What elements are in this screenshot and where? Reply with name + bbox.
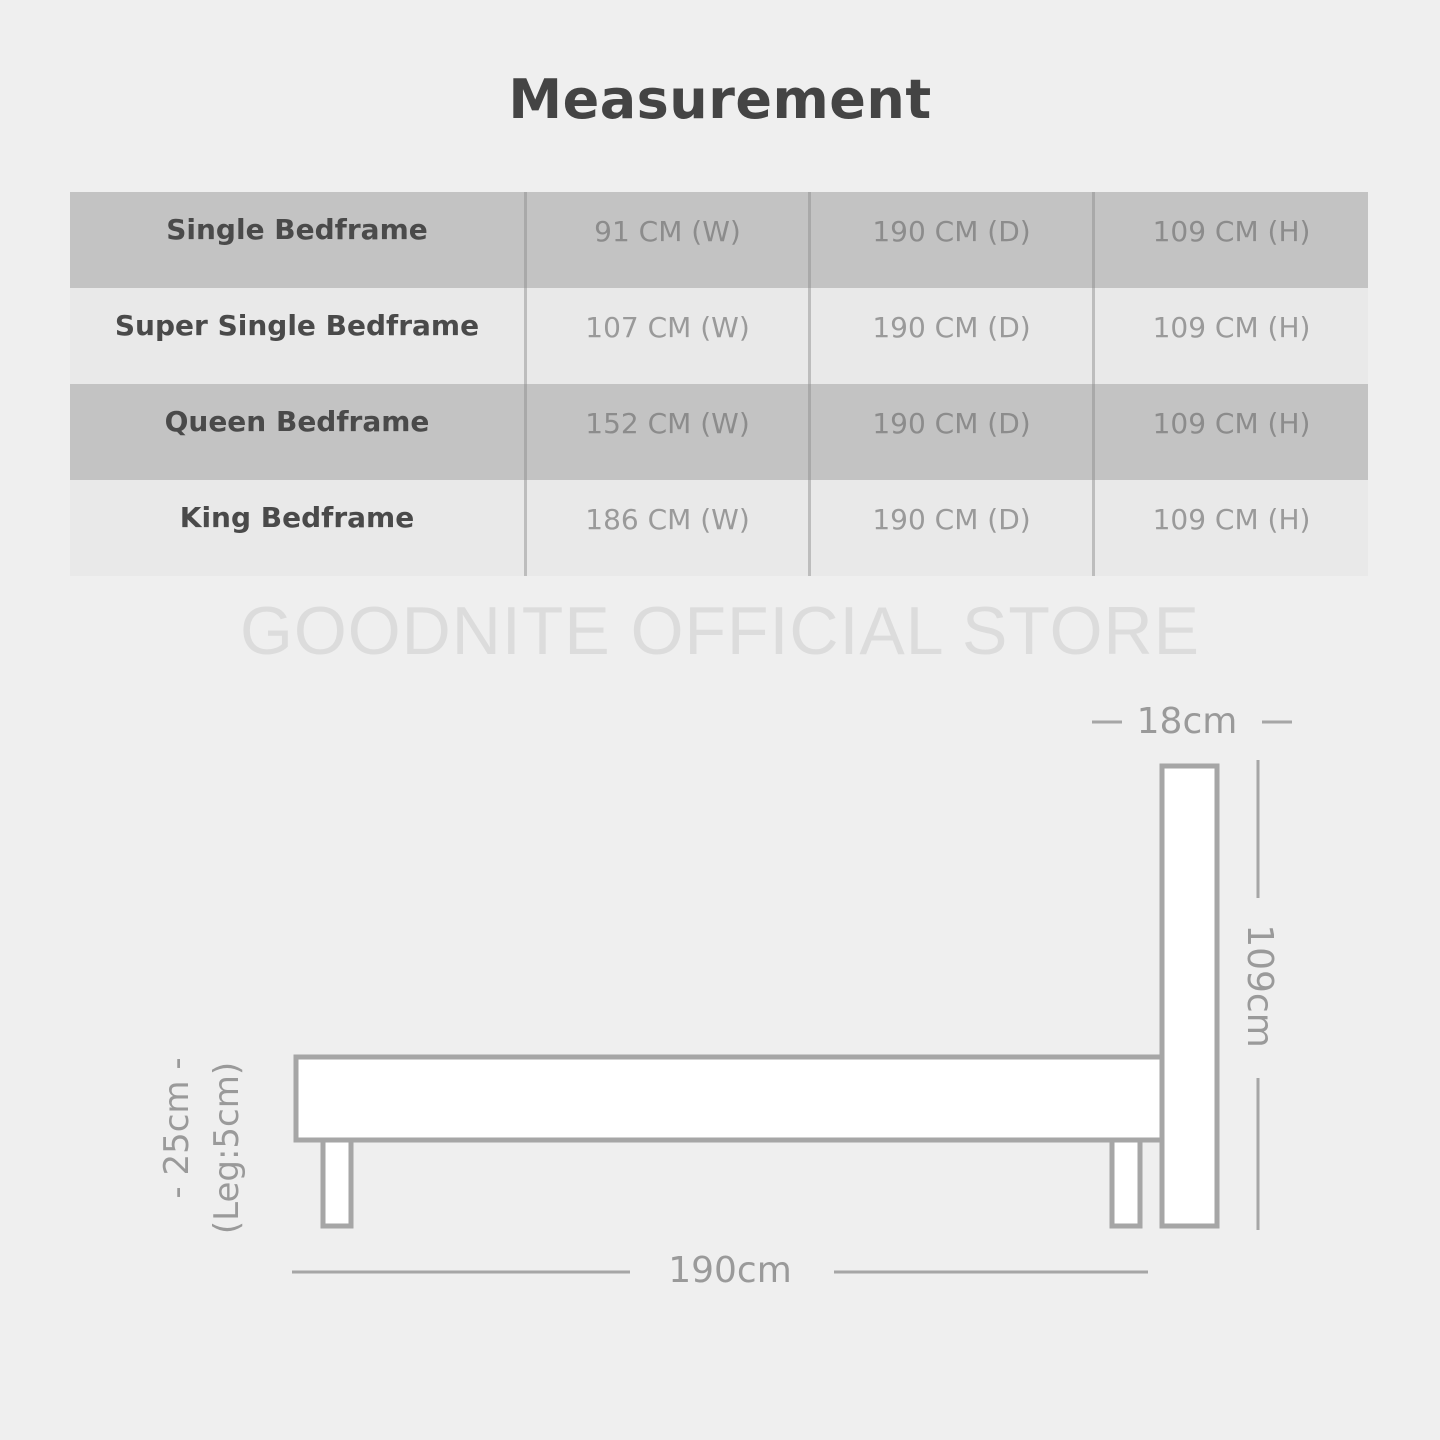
headboard xyxy=(1162,766,1217,1226)
row-width: 91 CM (W) xyxy=(524,192,808,288)
row-width: 152 CM (W) xyxy=(524,384,808,480)
row-depth: 190 CM (D) xyxy=(808,480,1092,576)
row-name: Single Bedframe xyxy=(166,212,428,246)
headboard-height-label: 109cm xyxy=(1239,924,1280,1048)
length-label: 190cm xyxy=(668,1250,792,1291)
row-height: 109 CM (H) xyxy=(1092,384,1368,480)
store-watermark: GOODNITE OFFICIAL STORE xyxy=(240,593,1200,669)
row-name: Queen Bedframe xyxy=(164,404,430,438)
row-name: King Bedframe xyxy=(179,500,415,534)
row-height: 109 CM (H) xyxy=(1092,480,1368,576)
headboard-thickness-label: 18cm xyxy=(1136,701,1238,742)
leg-right xyxy=(1112,1140,1140,1226)
leg-height-label: (Leg:5cm) xyxy=(207,1061,247,1235)
row-height: 109 CM (H) xyxy=(1092,288,1368,384)
leg-left xyxy=(323,1140,351,1226)
row-width: 107 CM (W) xyxy=(524,288,808,384)
page-title: Measurement xyxy=(508,68,932,131)
row-height: 109 CM (H) xyxy=(1092,192,1368,288)
base-height-label: - 25cm - xyxy=(157,1057,197,1199)
bed-base xyxy=(296,1057,1162,1140)
row-depth: 190 CM (D) xyxy=(808,192,1092,288)
row-name: Super Single Bedframe xyxy=(114,308,480,342)
row-width: 186 CM (W) xyxy=(524,480,808,576)
row-depth: 190 CM (D) xyxy=(808,384,1092,480)
row-depth: 190 CM (D) xyxy=(808,288,1092,384)
